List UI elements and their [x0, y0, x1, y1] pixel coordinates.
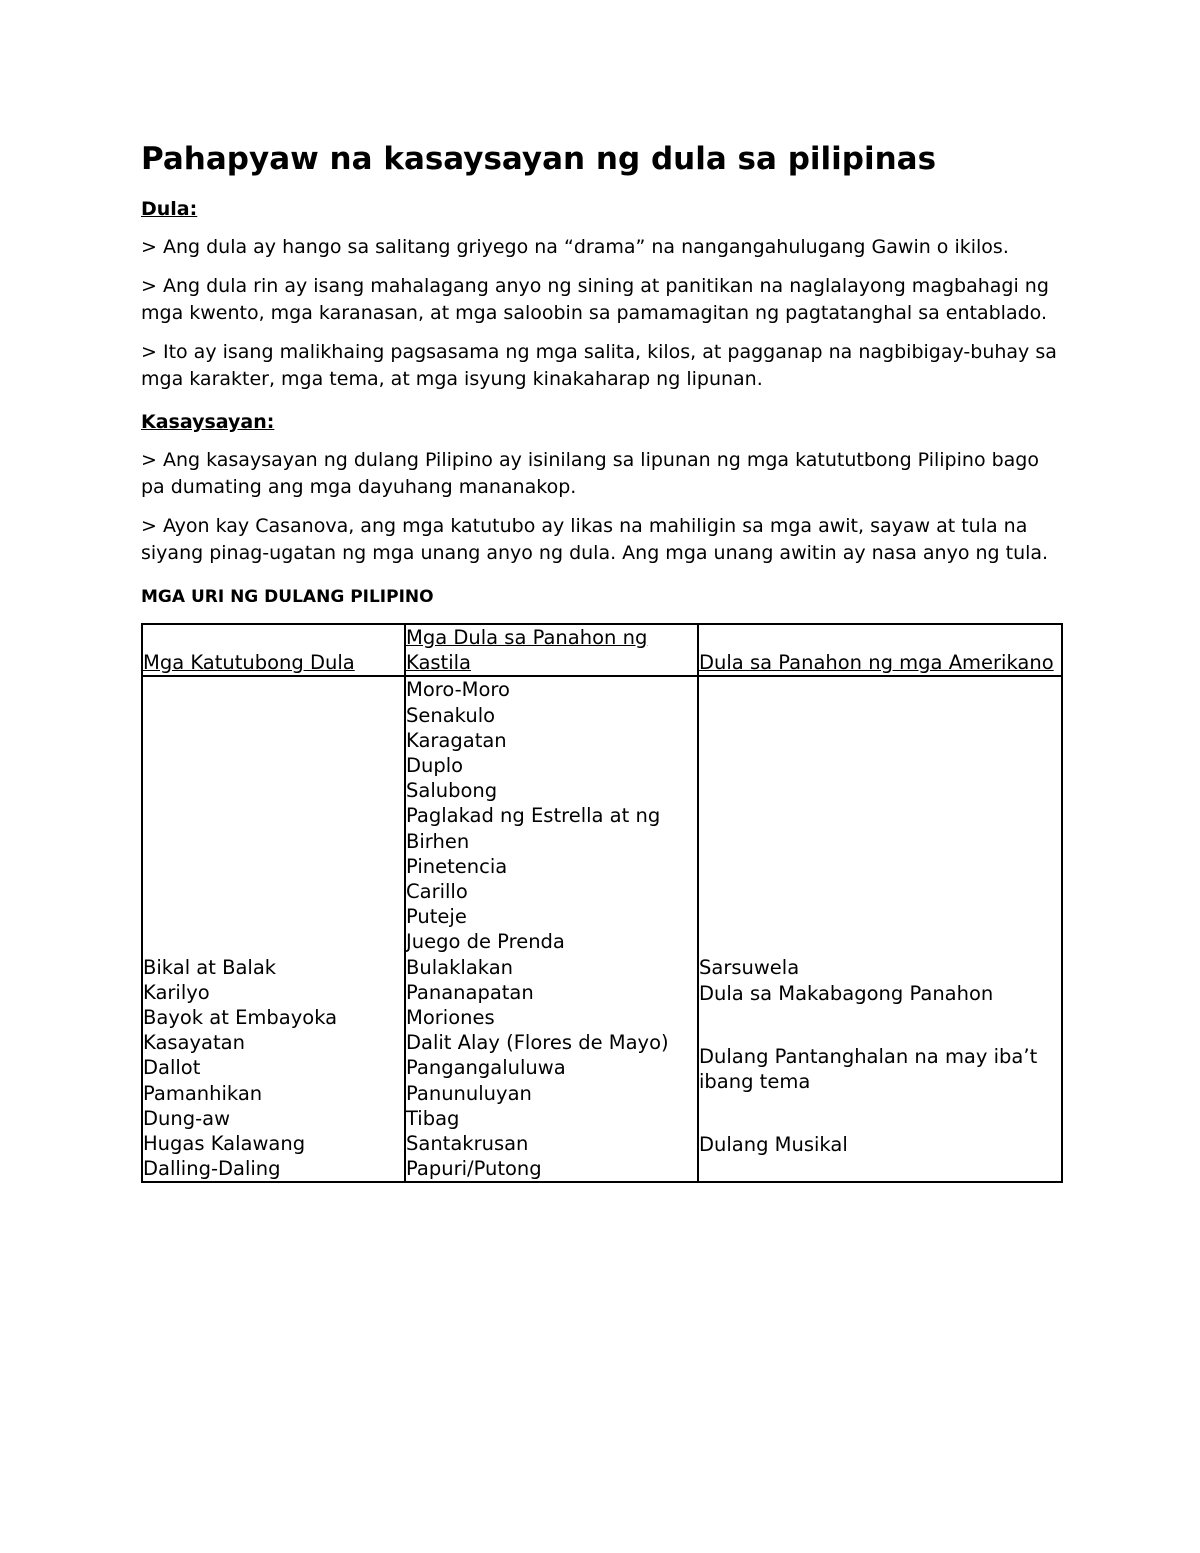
table-section-heading: MGA URI NG DULANG PILIPINO: [141, 587, 434, 607]
header-amerikano-label: Dula sa Panahon ng mga Amerikano: [699, 651, 1054, 675]
document-page: [141, 138, 1061, 1183]
header-kastila-label: Mga Dula sa Panahon ng Kastila: [406, 626, 648, 675]
list-spacer: [699, 1006, 1061, 1044]
list-item: Paglakad ng Estrella at ng Birhen: [406, 804, 661, 853]
dula-paragraph-2: > Ang dula rin ay isang mahalagang anyo ng sining at panitikan na naglalayong magbahagi ng mga kwento, mga karanasan, at mga saloobin sa pamamagitan ng pagtatanghal sa entablado.: [141, 275, 1049, 324]
list-item: Carillo: [406, 880, 468, 904]
list-item: Hugas Kalawang: [143, 1132, 306, 1156]
list-item: Salubong: [406, 779, 498, 803]
list-item: Dulang Musikal: [699, 1133, 848, 1157]
list-item: Dalit Alay (Flores de Mayo): [406, 1031, 669, 1055]
list-item: Papuri/Putong: [406, 1157, 542, 1181]
dula-paragraph-3: > Ito ay isang malikhaing pagsasama ng mga salita, kilos, at pagganap na nagbibigay-buhay sa mga karakter, mga tema, at mga isyung kinakaharap ng lipunan.: [141, 341, 1057, 390]
list-spacer: [699, 1094, 1061, 1132]
table-header-row: [142, 624, 1062, 676]
list-item: Tibag: [406, 1106, 460, 1130]
kasaysayan-heading: Kasaysayan:: [141, 411, 275, 433]
dula-types-table: [141, 623, 1063, 1183]
list-item: Bayok at Embayoka: [143, 1006, 338, 1030]
list-item: Puteje: [406, 905, 467, 929]
document-title: Pahapyaw na kasaysayan ng dula sa pilipinas: [141, 141, 937, 177]
list-item: Dula sa Makabagong Panahon: [699, 981, 994, 1005]
table-body-row: [142, 676, 1062, 1182]
header-katutubo-label: Mga Katutubong Dula: [143, 651, 355, 675]
list-item: Karilyo: [143, 980, 210, 1004]
list-item: Duplo: [406, 754, 464, 778]
header-amerikano: [698, 624, 1062, 676]
header-kastila: [405, 624, 698, 676]
list-item: Dalling-Daling: [143, 1157, 281, 1181]
list-item: Dulang Pantanghalan na may iba’t ibang tema: [699, 1044, 1038, 1094]
kastila-cell: [405, 676, 698, 1182]
katutubo-cell: [142, 676, 405, 1182]
list-item: Dallot: [143, 1056, 201, 1080]
list-item: Kasayatan: [143, 1031, 245, 1055]
dula-heading: Dula:: [141, 198, 198, 220]
header-katutubo: [142, 624, 405, 676]
dula-paragraph-1: > Ang dula ay hango sa salitang griyego na “drama” na nangangahulugang Gawin o ikilos.: [141, 236, 1009, 258]
list-item: Santakrusan: [406, 1132, 529, 1156]
list-item: Bikal at Balak: [143, 955, 277, 979]
list-item: Pinetencia: [406, 854, 508, 878]
list-item: Juego de Prenda: [406, 930, 565, 954]
kasaysayan-paragraph-2: > Ayon kay Casanova, ang mga katutubo ay likas na mahiligin sa mga awit, sayaw at tula na siyang pinag-ugatan ng mga unang anyo ng dula. Ang mga unang awitin ay nasa anyo ng tula.: [141, 515, 1049, 564]
kasaysayan-paragraph-1: > Ang kasaysayan ng dulang Pilipino ay isinilang sa lipunan ng mga katututbong Pilipino bago pa dumating ang mga dayuhang mananakop.: [141, 449, 1039, 498]
list-item: Senakulo: [406, 703, 496, 727]
list-item: Pamanhikan: [143, 1081, 263, 1105]
list-item: Dung-aw: [143, 1106, 231, 1130]
list-item: Bulaklakan: [406, 955, 514, 979]
list-item: Pangangaluluwa: [406, 1056, 566, 1080]
amerikano-cell: [698, 676, 1062, 1182]
list-item: Moriones: [406, 1006, 495, 1030]
list-item: Panunuluyan: [406, 1081, 532, 1105]
list-item: Moro-Moro: [406, 678, 510, 702]
list-item: Karagatan: [406, 728, 507, 752]
list-item: Sarsuwela: [699, 956, 800, 980]
list-item: Pananapatan: [406, 980, 534, 1004]
